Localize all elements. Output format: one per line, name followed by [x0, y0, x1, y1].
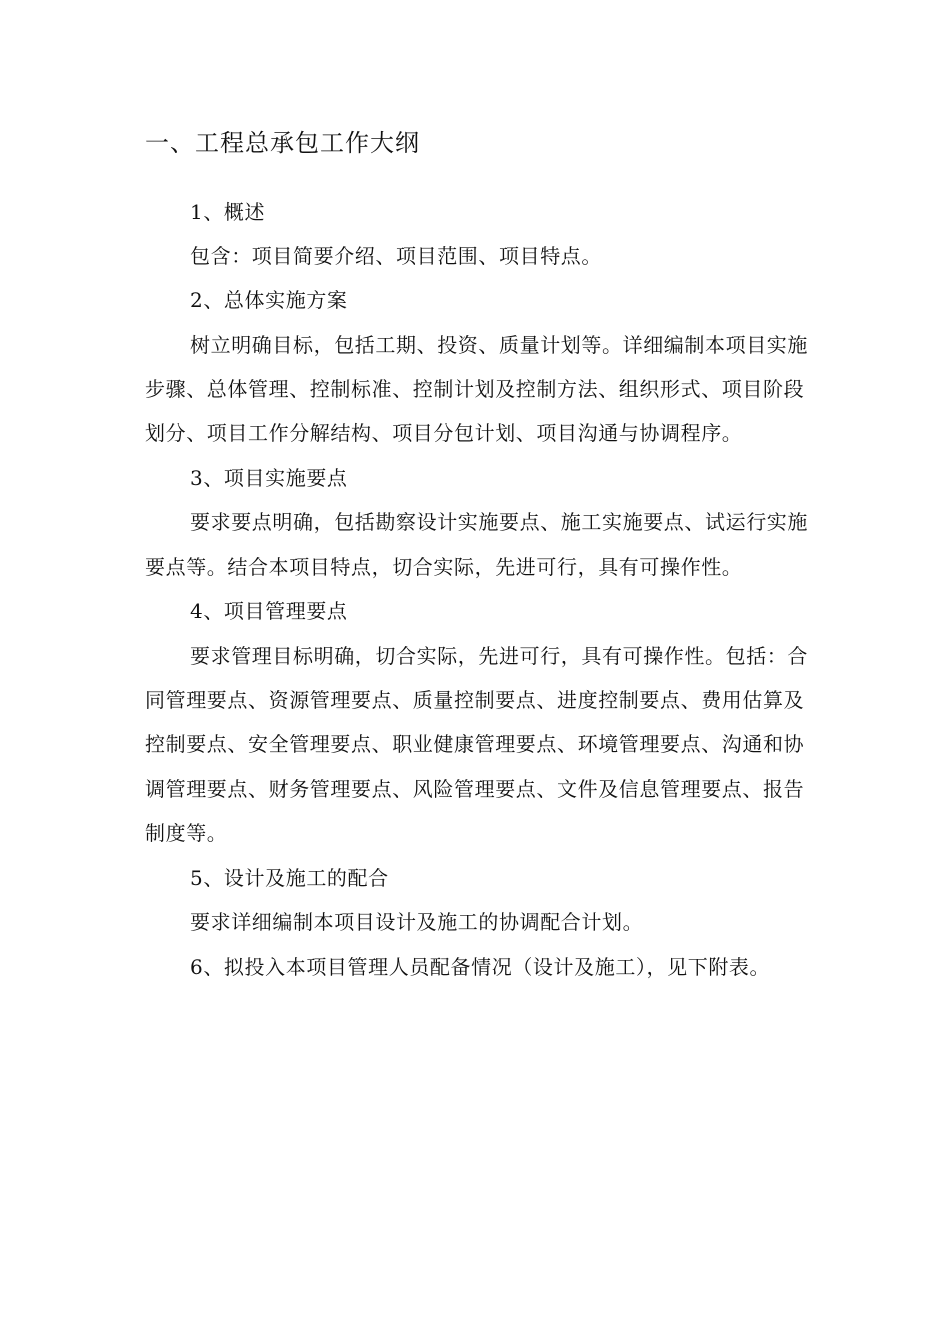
section-3-body-line-2: 要点等。结合本项目特点，切合实际，先进可行，具有可操作性。	[145, 555, 743, 579]
section-4-body-line-3: 控制要点、安全管理要点、职业健康管理要点、环境管理要点、沟通和协	[145, 732, 805, 756]
section-6-title: 6、拟投入本项目管理人员配备情况（设计及施工），见下附表。	[190, 955, 771, 979]
section-5-body-line-1: 要求详细编制本项目设计及施工的协调配合计划。	[190, 910, 644, 934]
section-4-body-line-1: 要求管理目标明确，切合实际，先进可行，具有可操作性。包括：合	[190, 644, 808, 668]
section-1-body-line-1: 包含：项目简要介绍、项目范围、项目特点。	[190, 244, 602, 268]
section-2-body-line-1: 树立明确目标，包括工期、投资、质量计划等。详细编制本项目实施	[190, 333, 808, 357]
section-2-body-line-3: 划分、项目工作分解结构、项目分包计划、项目沟通与协调程序。	[145, 421, 743, 445]
section-2-title: 2、总体实施方案	[190, 288, 348, 312]
section-1-title: 1、概述	[190, 200, 266, 224]
section-4-title: 4、项目管理要点	[190, 599, 348, 623]
section-3-body-line-1: 要求要点明确，包括勘察设计实施要点、施工实施要点、试运行实施	[190, 510, 808, 534]
section-4-body-line-2: 同管理要点、资源管理要点、质量控制要点、进度控制要点、费用估算及	[145, 688, 805, 712]
document-heading: 一、工程总承包工作大纲	[145, 129, 420, 157]
section-5-title: 5、设计及施工的配合	[190, 866, 389, 890]
section-3-title: 3、项目实施要点	[190, 466, 348, 490]
section-4-body-line-4: 调管理要点、财务管理要点、风险管理要点、文件及信息管理要点、报告	[145, 777, 805, 801]
section-2-body-line-2: 步骤、总体管理、控制标准、控制计划及控制方法、组织形式、项目阶段	[145, 377, 805, 401]
section-4-body-line-5: 制度等。	[145, 821, 228, 845]
